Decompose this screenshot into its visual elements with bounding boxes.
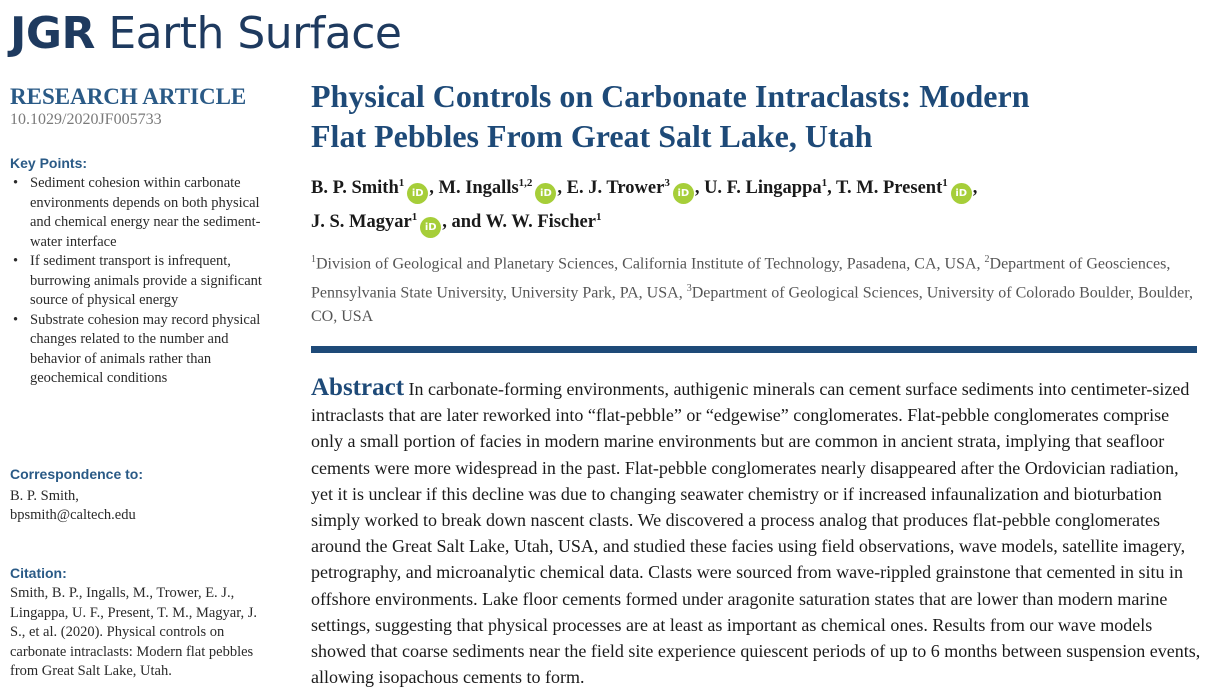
- author-name: T. M. Present: [836, 178, 943, 199]
- journal-name-section: Earth Surface: [94, 8, 402, 59]
- journal-name: [10, 8, 401, 59]
- author-separator: ,: [694, 178, 705, 199]
- author-separator: ,: [972, 178, 978, 199]
- author-name: J. S. Magyar: [311, 212, 412, 233]
- key-point: [10, 174, 272, 252]
- author-affil-sup: 1: [411, 211, 418, 224]
- orcid-icon[interactable]: iD: [420, 217, 441, 238]
- article-type: RESEARCH ARTICLE: [10, 84, 247, 109]
- key-points-heading: Key Points:: [10, 155, 88, 172]
- affiliation-text: Division of Geological and Planetary Sciences, California Institute of Technology, Pasadena, CA, USA,: [316, 255, 985, 273]
- correspondence-name: B. P. Smith,: [10, 488, 79, 504]
- orcid-icon[interactable]: iD: [407, 183, 428, 204]
- author-affil-sup: 1: [942, 177, 948, 189]
- citation-text: Smith, B. P., Ingalls, M., Trower, E. J., Lingappa, U. F., Present, T. M., Magyar, J. S., et al. (2020). Physical controls on carbonate intraclasts: Modern flat pebbles from Great Salt Lake, Utah.: [10, 585, 258, 679]
- bullet: •: [13, 175, 19, 192]
- affiliation-text: Department of Geosciences, Pennsylvania State University, University Park, PA, USA,: [311, 255, 1171, 301]
- abstract-text: In carbonate-forming environments, authigenic minerals can cement surface sediments into centimeter-sized intraclasts that are later reworked into “flat-pebble” or “edgewise” conglomerates. Flat-pebble conglomerates comprise only a small portion of facies in modern marine environments but are common in ancient strata, implying that seafloor cements were more widespread in the past. Flat-pebble conglomerates nearly disappeared after the Ordovician radiation, yet it is unclear if this decline was due to changing seawater chemistry or if increased infaunalization and bioturbation simply worked to break down nascent clasts. We discovered a process analog that produces flat-pebble conglomerates around the Great Salt Lake, Utah, USA, and studied these facies using field observations, wave models, satellite imagery, petrography, and microanalytic chemical data. Clasts were sourced from wave-rippled grainstone that cemented in situ in offshore environments. Lake floor cements formed under aragonite saturation states that are lower than modern marine settings, suggesting that physical processes are at least as important as chemical ones. Results from our wave models showed that coarse sediments near the field site experience quiescent periods of up to 6 months between suspension events, allowing isopachous cements to form.: [311, 378, 1201, 688]
- abstract: [311, 375, 1201, 690]
- affil-sup: 1: [311, 254, 316, 266]
- citation-heading: Citation:: [10, 565, 67, 581]
- key-point-text: If sediment transport is infrequent, burrowing animals provide a significant source of physical energy: [30, 253, 262, 309]
- section-divider: [311, 346, 1197, 353]
- title-line-1: Physical Controls on Carbonate Intraclasts: Modern: [311, 78, 1030, 114]
- abstract-heading: Abstract: [311, 373, 405, 401]
- author-name: W. W. Fischer: [485, 212, 596, 233]
- orcid-icon[interactable]: iD: [535, 183, 556, 204]
- author-name: U. F. Lingappa: [704, 178, 822, 199]
- key-point-text: Sediment cohesion within carbonate environments depends on both physical and chemical energy near the sediment-water interface: [30, 175, 261, 250]
- affil-sup: 2: [984, 254, 990, 266]
- bullet: •: [13, 253, 19, 270]
- key-point: [10, 252, 272, 311]
- article-main: [311, 76, 1201, 690]
- affil-sup: 3: [686, 282, 692, 294]
- orcid-icon[interactable]: iD: [951, 183, 972, 204]
- author-separator: ,: [429, 178, 439, 199]
- affiliations: [311, 248, 1201, 329]
- author-list: [311, 170, 1201, 238]
- journal-name-abbrev: JGR: [10, 8, 95, 59]
- author-name: B. P. Smith: [311, 178, 399, 199]
- correspondence-email[interactable]: bpsmith@caltech.edu: [10, 507, 136, 523]
- author-separator: ,: [827, 178, 837, 199]
- author-affil-sup: 1,2: [518, 177, 533, 189]
- affiliation-text: Department of Geological Sciences, University of Colorado Boulder, Boulder, CO, USA: [311, 283, 1193, 325]
- author-affil-sup: 1: [595, 211, 602, 224]
- correspondence-heading: Correspondence to:: [10, 466, 144, 482]
- orcid-icon[interactable]: iD: [673, 183, 694, 204]
- author-affil-sup: 1: [821, 177, 828, 189]
- key-point-text: Substrate cohesion may record physical changes related to the number and behavior of animals rather than geochemical conditions: [30, 311, 261, 387]
- author-name: M. Ingalls: [438, 178, 519, 199]
- key-point: [10, 311, 272, 389]
- doi[interactable]: 10.1029/2020JF005733: [10, 111, 162, 129]
- author-affil-sup: 3: [664, 177, 670, 189]
- sidebar: [10, 84, 272, 679]
- bullet: •: [13, 311, 19, 328]
- author-separator: ,: [557, 178, 567, 199]
- author-separator: , and: [442, 212, 486, 233]
- article-title: [311, 76, 1201, 156]
- author-name: E. J. Trower: [566, 178, 665, 199]
- title-line-2: Flat Pebbles From Great Salt Lake, Utah: [311, 118, 873, 154]
- author-affil-sup: 1: [398, 177, 405, 189]
- key-points-list: [10, 174, 272, 389]
